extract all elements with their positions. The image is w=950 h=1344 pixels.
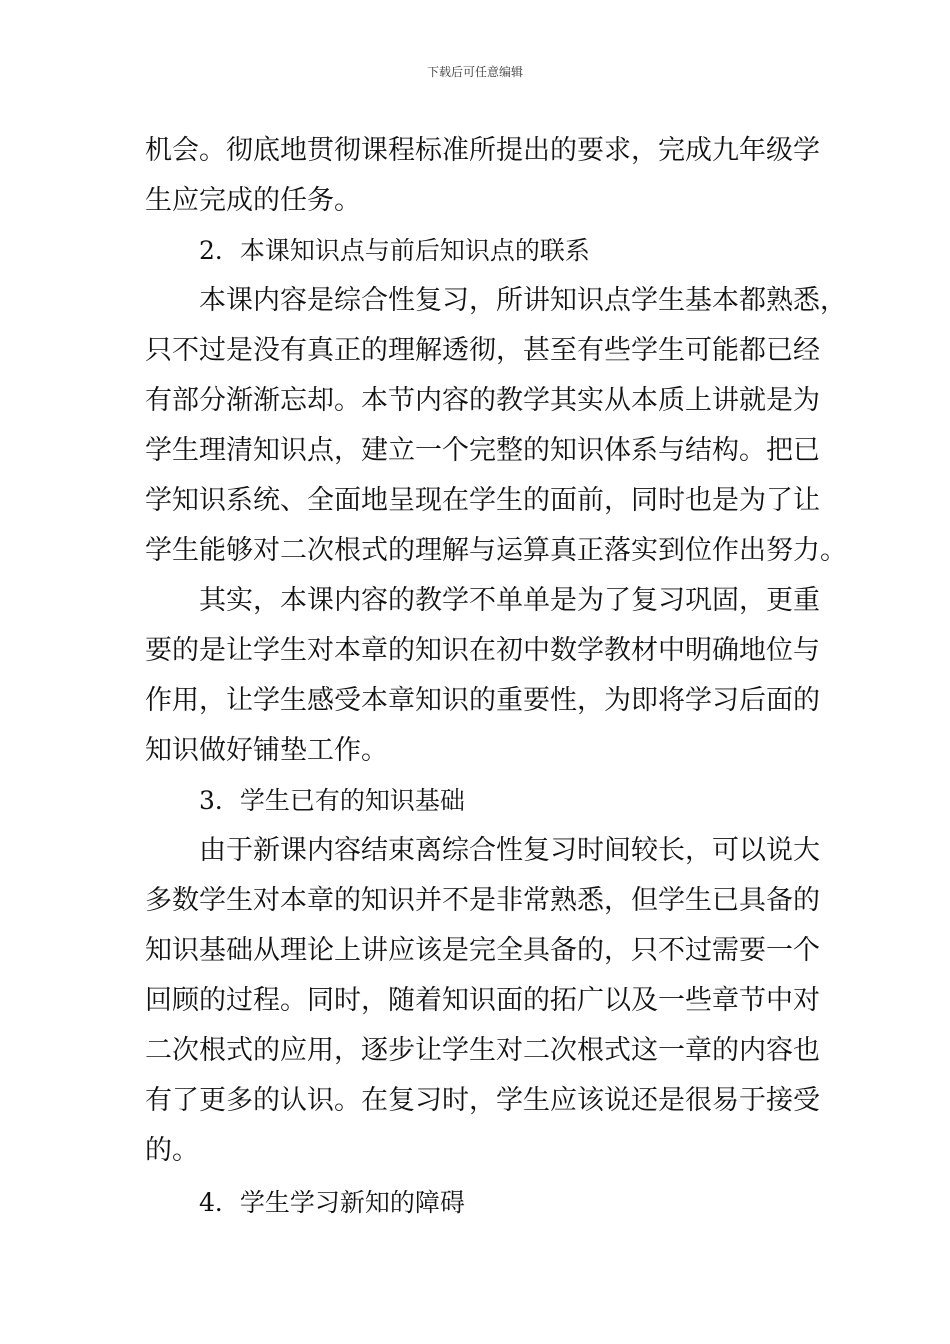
section-heading-2: 2．本课知识点与前后知识点的联系 xyxy=(199,236,590,265)
section-heading-4: 4．学生学习新知的障碍 xyxy=(199,1188,465,1217)
body-line: 有了更多的认识。在复习时，学生应该说还是很易于接受 xyxy=(145,1085,820,1116)
body-line: 回顾的过程。同时，随着知识面的拓广以及一些章节中对 xyxy=(145,985,820,1016)
body-line: 作用，让学生感受本章知识的重要性，为即将学习后面的 xyxy=(145,685,820,716)
body-line: 知识做好铺垫工作。 xyxy=(145,735,388,766)
body-line: 只不过是没有真正的理解透彻，甚至有些学生可能都已经 xyxy=(145,335,820,366)
body-line: 的。 xyxy=(145,1135,199,1166)
document-body xyxy=(145,126,847,1228)
paragraph-first-line: 其实，本课内容的教学不单单是为了复习巩固，更重 xyxy=(199,585,820,616)
paragraph-first-line: 本课内容是综合性复习，所讲知识点学生基本都熟悉， xyxy=(199,285,847,316)
paragraph-first-line: 由于新课内容结束离综合性复习时间较长，可以说大 xyxy=(199,835,820,866)
section-heading-3: 3．学生已有的知识基础 xyxy=(199,786,465,815)
body-line: 要的是让学生对本章的知识在初中数学教材中明确地位与 xyxy=(145,635,820,666)
body-line: 二次根式的应用，逐步让学生对二次根式这一章的内容也 xyxy=(145,1035,820,1066)
body-line: 有部分渐渐忘却。本节内容的教学其实从本质上讲就是为 xyxy=(145,385,820,416)
body-line: 知识基础从理论上讲应该是完全具备的，只不过需要一个 xyxy=(145,935,820,966)
body-line: 学生理清知识点，建立一个完整的知识体系与结构。把已 xyxy=(145,435,820,466)
body-line: 机会。彻底地贯彻课程标准所提出的要求，完成九年级学 xyxy=(145,135,820,166)
body-line: 多数学生对本章的知识并不是非常熟悉，但学生已具备的 xyxy=(145,885,820,916)
page-header: 下载后可任意编辑 xyxy=(426,65,523,79)
body-line: 学生能够对二次根式的理解与运算真正落实到位作出努力。 xyxy=(145,535,847,566)
body-line: 生应完成的任务。 xyxy=(145,185,361,216)
body-line: 学知识系统、全面地呈现在学生的面前，同时也是为了让 xyxy=(145,485,820,516)
